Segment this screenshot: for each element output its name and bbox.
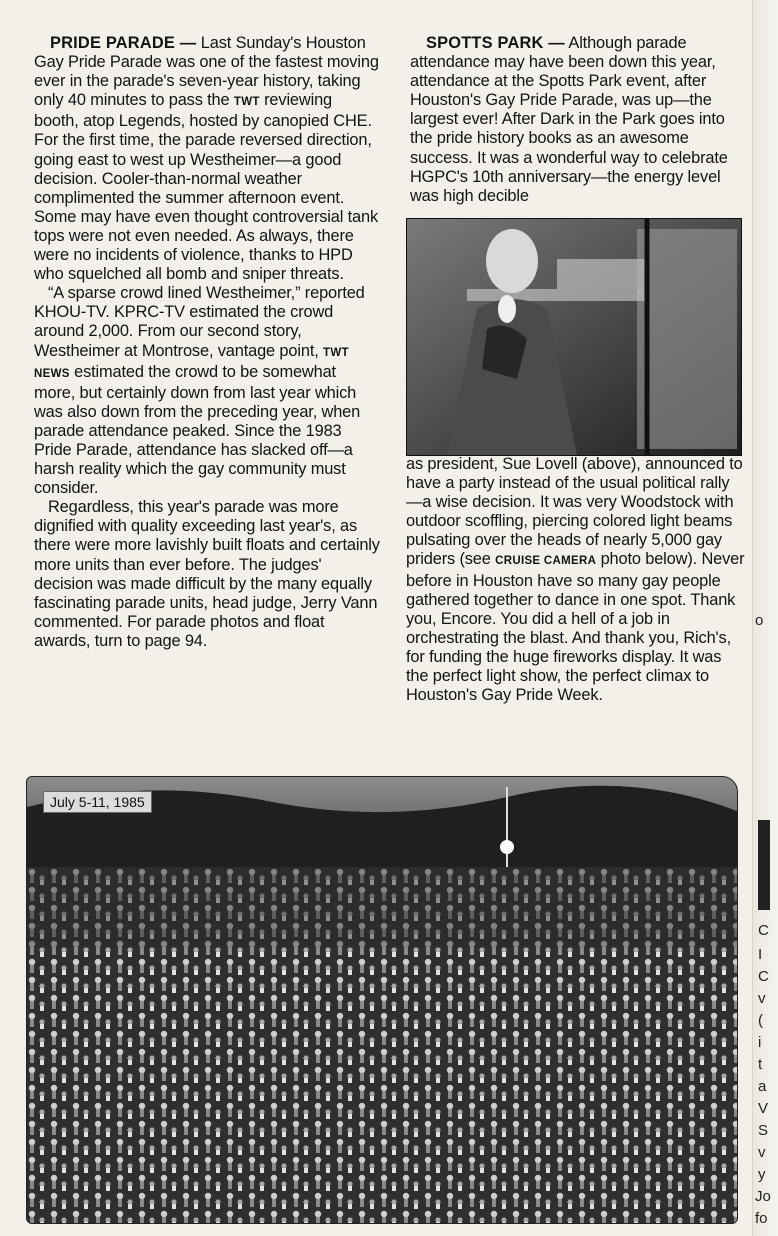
article-text: estimated the crowd to be somewhat more, but certainly down from last year which was also down from the preceding year, when parade attendance peaked. Since the 1983 Pride Parade, attendance has slacked off—a harsh reality which the gay community must consider. (34, 362, 361, 498)
crowd-illustration (27, 777, 737, 1223)
spotts-park-continued (406, 455, 746, 705)
pride-parade-article (34, 34, 380, 651)
edge-fragment: C (758, 968, 769, 985)
article-paragraph (410, 34, 740, 206)
spotts-park-article (410, 34, 740, 206)
edge-fragment: v (758, 990, 766, 1007)
cruise-camera-mark: CRUISE CAMERA (495, 555, 597, 568)
edge-fragment: I (758, 946, 763, 963)
edge-fragment: v (758, 1144, 766, 1161)
article-paragraph (34, 498, 380, 651)
article-text: Although parade attendance may have been down this year, attendance at the Spotts Park event, after Houston's Gay Pride Parade, was up—the largest ever! After Dark in the Park goes into the pride history books as an awesome success. It was a wonderful way to celebrate HGPC's 10th anniversary—the energy level was high decible (410, 34, 728, 205)
edge-mark (758, 820, 770, 910)
sue-lovell-photo (406, 218, 742, 456)
edge-fragment: t (758, 1056, 763, 1073)
edge-fragment: ( (758, 1012, 763, 1029)
edge-fragment: S (758, 1122, 769, 1139)
article-paragraph (34, 34, 380, 284)
edge-fragment: o (755, 612, 764, 629)
crowd-photo (26, 776, 738, 1224)
article-lead: PRIDE PARADE — (50, 34, 197, 52)
edge-fragment: a (758, 1078, 767, 1095)
article-lead: SPOTTS PARK — (426, 34, 565, 52)
article-text: “A sparse crowd lined Westheimer,” reported KHOU-TV. KPRC-TV estimated the crowd around 2,000. From our second story, Westheimer at Montrose, vantage point, (34, 284, 365, 360)
edge-fragment: V (758, 1100, 769, 1117)
twt-mark: TWT (233, 96, 260, 109)
twt-news-mark: TWT NEWS (34, 346, 349, 380)
edge-fragment: fo (755, 1210, 768, 1227)
article-text: reviewing booth, atop Legends, hosted by canopied CHE. For the first time, the parade reversed direction, going east to west up Westheimer—a good decision. Cooler-than-normal weather complimented the summer afternoon event. Some may have even thought controversial tank tops were not even needed. As always, there were no incidents of violence, thanks to HPD who squelched all bomb and sniper threats. (34, 91, 379, 284)
article-text: Last Sunday's Houston Gay Pride Parade was one of the fastest moving ever in the parade's seven-year history, taking only 40 minutes to pass the (34, 34, 379, 110)
edge-fragment: y (758, 1166, 766, 1183)
article-text: photo below). Never before in Houston have so many gay people gathered together to dance in one spot. Thank you, Encore. You did a hell of a job in orchestrating the blast. And thank you, Rich's, for funding the huge fireworks display. It was the perfect light show, the perfect climax to Houston's Gay Pride Week. (406, 550, 745, 705)
photo-illustration (407, 219, 741, 455)
article-paragraph (34, 284, 380, 498)
edge-fragment: i (758, 1034, 762, 1051)
article-text: as president, Sue Lovell (above), announced to have a party instead of the usual political rally —a wise decision. It was very Woodstock with outdoor scoffling, piercing colored light beams pulsating over the heads of nearly 5,000 gay priders (see (406, 455, 743, 569)
article-text: Regardless, this year's parade was more dignified with quality exceeding last year's, as there were more lavishly built floats and certainly more units than ever before. The judges' decision was made difficult by the many equally fascinating parade units, head judge, Jerry Vann commented. For parade photos and float awards, turn to page 94. (34, 498, 380, 650)
article-paragraph (406, 455, 746, 705)
edge-fragment: C (758, 922, 769, 939)
photo-date-label: July 5-11, 1985 (43, 791, 152, 813)
edge-fragment: Jo (755, 1188, 771, 1205)
